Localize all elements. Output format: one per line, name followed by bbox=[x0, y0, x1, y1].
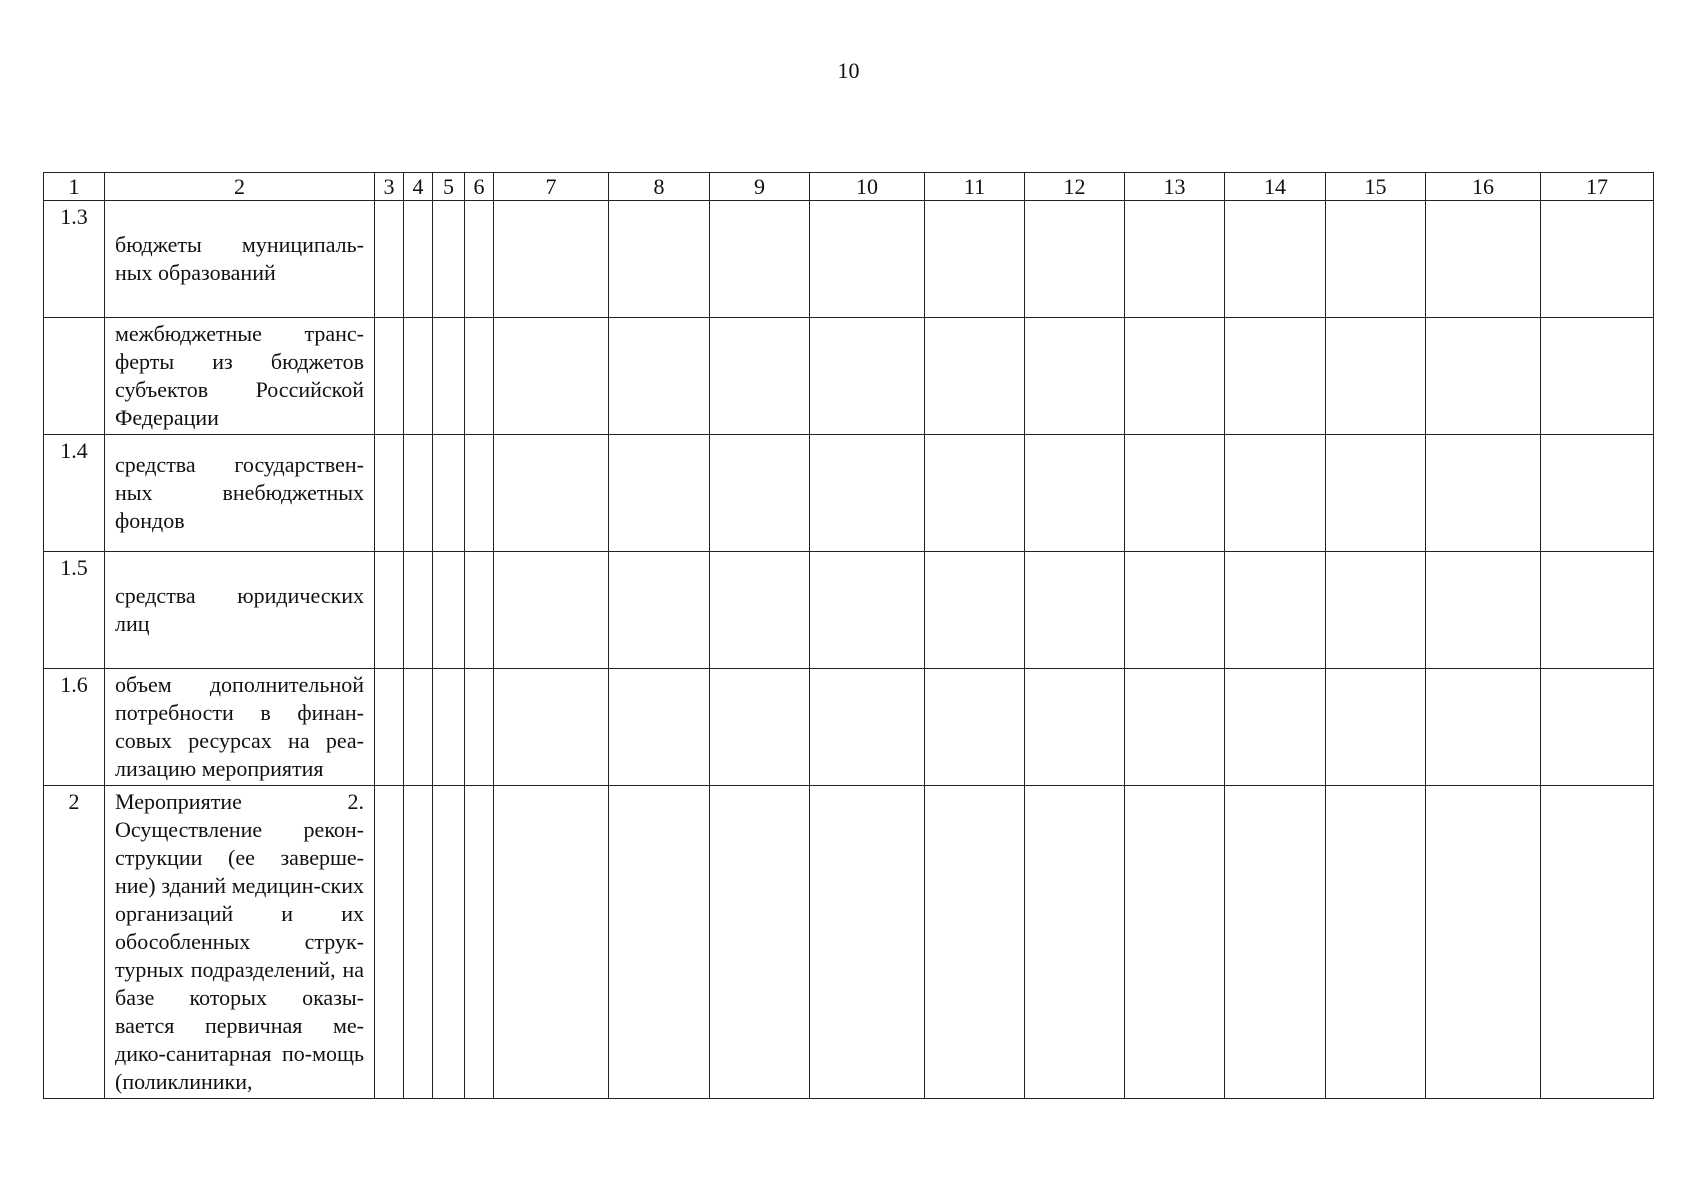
page-number: 10 bbox=[837, 58, 860, 83]
empty-cell bbox=[465, 669, 494, 786]
row-description-text: Мероприятие 2. Осуществление рекон-струкции (ее заверше-ние) зданий медицин-ских организаций и их обособленных струк-турных подразделений, на базе которых оказы-вается первичная ме-дико-санитарная по-мощь (поликлиники, bbox=[115, 789, 364, 1094]
empty-cell bbox=[1125, 201, 1225, 318]
empty-cell bbox=[810, 318, 925, 435]
empty-cell bbox=[1541, 786, 1654, 1099]
empty-cell bbox=[710, 669, 810, 786]
row-description-text: средства юридических лиц bbox=[115, 583, 364, 636]
empty-cell bbox=[710, 201, 810, 318]
empty-cell bbox=[925, 435, 1025, 552]
empty-cell bbox=[404, 201, 433, 318]
empty-cell bbox=[1225, 201, 1326, 318]
empty-cell bbox=[925, 318, 1025, 435]
row-number: 1.6 bbox=[44, 669, 105, 786]
empty-cell bbox=[465, 786, 494, 1099]
empty-cell bbox=[609, 318, 710, 435]
empty-cell bbox=[810, 435, 925, 552]
header-cell: 11 bbox=[925, 173, 1025, 201]
empty-cell bbox=[1541, 435, 1654, 552]
empty-cell bbox=[810, 669, 925, 786]
empty-cell bbox=[1125, 318, 1225, 435]
header-cell: 8 bbox=[609, 173, 710, 201]
row-number: 1.5 bbox=[44, 552, 105, 669]
empty-cell bbox=[465, 552, 494, 669]
header-cell: 7 bbox=[494, 173, 609, 201]
row-description bbox=[105, 786, 375, 1099]
empty-cell bbox=[433, 786, 465, 1099]
empty-cell bbox=[1426, 318, 1541, 435]
empty-cell bbox=[404, 552, 433, 669]
empty-cell bbox=[404, 318, 433, 435]
empty-cell bbox=[433, 435, 465, 552]
empty-cell bbox=[404, 669, 433, 786]
empty-cell bbox=[375, 786, 404, 1099]
header-cell: 10 bbox=[810, 173, 925, 201]
empty-cell bbox=[1326, 201, 1426, 318]
empty-cell bbox=[1125, 552, 1225, 669]
empty-cell bbox=[609, 435, 710, 552]
empty-cell bbox=[1225, 786, 1326, 1099]
table-row bbox=[44, 786, 1654, 1099]
empty-cell bbox=[404, 435, 433, 552]
header-cell: 4 bbox=[404, 173, 433, 201]
empty-cell bbox=[609, 552, 710, 669]
empty-cell bbox=[494, 201, 609, 318]
empty-cell bbox=[1225, 435, 1326, 552]
row-description-text: объем дополнительной потребности в финан-совых ресурсах на реа-лизацию мероприятия bbox=[115, 672, 364, 781]
row-number: 1.3 bbox=[44, 201, 105, 318]
empty-cell bbox=[1426, 669, 1541, 786]
empty-cell bbox=[925, 201, 1025, 318]
empty-cell bbox=[375, 435, 404, 552]
empty-cell bbox=[925, 786, 1025, 1099]
empty-cell bbox=[465, 318, 494, 435]
empty-cell bbox=[1025, 669, 1125, 786]
row-description bbox=[105, 552, 375, 669]
row-description bbox=[105, 201, 375, 318]
empty-cell bbox=[1326, 786, 1426, 1099]
empty-cell bbox=[1125, 435, 1225, 552]
empty-cell bbox=[1025, 201, 1125, 318]
empty-cell bbox=[1326, 669, 1426, 786]
empty-cell bbox=[1025, 786, 1125, 1099]
table-row bbox=[44, 201, 1654, 318]
empty-cell bbox=[465, 201, 494, 318]
empty-cell bbox=[375, 318, 404, 435]
empty-cell bbox=[1326, 318, 1426, 435]
empty-cell bbox=[1426, 201, 1541, 318]
table-row bbox=[44, 669, 1654, 786]
row-description-text: средства государствен-ных внебюджетных фондов bbox=[115, 452, 364, 533]
empty-cell bbox=[1426, 552, 1541, 669]
empty-cell bbox=[1426, 435, 1541, 552]
empty-cell bbox=[1541, 318, 1654, 435]
empty-cell bbox=[494, 552, 609, 669]
row-description-text: межбюджетные транс-ферты из бюджетов субъектов Российской Федерации bbox=[115, 321, 364, 430]
row-description bbox=[105, 435, 375, 552]
header-cell: 9 bbox=[710, 173, 810, 201]
empty-cell bbox=[925, 552, 1025, 669]
empty-cell bbox=[1541, 552, 1654, 669]
empty-cell bbox=[609, 669, 710, 786]
header-cell: 14 bbox=[1225, 173, 1326, 201]
empty-cell bbox=[1541, 201, 1654, 318]
empty-cell bbox=[1025, 435, 1125, 552]
header-cell: 15 bbox=[1326, 173, 1426, 201]
row-number bbox=[44, 318, 105, 435]
empty-cell bbox=[1326, 552, 1426, 669]
empty-cell bbox=[609, 786, 710, 1099]
empty-cell bbox=[494, 435, 609, 552]
empty-cell bbox=[710, 552, 810, 669]
empty-cell bbox=[1125, 786, 1225, 1099]
header-cell: 2 bbox=[105, 173, 375, 201]
header-cell: 1 bbox=[44, 173, 105, 201]
budget-table bbox=[43, 172, 1654, 1099]
empty-cell bbox=[609, 201, 710, 318]
empty-cell bbox=[494, 786, 609, 1099]
empty-cell bbox=[1426, 786, 1541, 1099]
empty-cell bbox=[810, 552, 925, 669]
empty-cell bbox=[375, 552, 404, 669]
empty-cell bbox=[1326, 435, 1426, 552]
row-description-text: бюджеты муниципаль-ных образований bbox=[115, 232, 364, 285]
table-row bbox=[44, 552, 1654, 669]
header-cell: 12 bbox=[1025, 173, 1125, 201]
header-cell: 17 bbox=[1541, 173, 1654, 201]
empty-cell bbox=[810, 201, 925, 318]
empty-cell bbox=[433, 552, 465, 669]
table-row bbox=[44, 435, 1654, 552]
empty-cell bbox=[710, 318, 810, 435]
row-description bbox=[105, 318, 375, 435]
empty-cell bbox=[1125, 669, 1225, 786]
empty-cell bbox=[1225, 669, 1326, 786]
empty-cell bbox=[1025, 552, 1125, 669]
row-number: 2 bbox=[44, 786, 105, 1099]
header-cell: 13 bbox=[1125, 173, 1225, 201]
empty-cell bbox=[433, 201, 465, 318]
empty-cell bbox=[494, 669, 609, 786]
empty-cell bbox=[375, 201, 404, 318]
header-cell: 6 bbox=[465, 173, 494, 201]
empty-cell bbox=[433, 318, 465, 435]
header-row bbox=[44, 173, 1654, 201]
empty-cell bbox=[925, 669, 1025, 786]
empty-cell bbox=[465, 435, 494, 552]
header-cell: 5 bbox=[433, 173, 465, 201]
empty-cell bbox=[404, 786, 433, 1099]
empty-cell bbox=[710, 786, 810, 1099]
empty-cell bbox=[494, 318, 609, 435]
empty-cell bbox=[1225, 318, 1326, 435]
empty-cell bbox=[810, 786, 925, 1099]
empty-cell bbox=[433, 669, 465, 786]
header-cell: 3 bbox=[375, 173, 404, 201]
empty-cell bbox=[1025, 318, 1125, 435]
empty-cell bbox=[375, 669, 404, 786]
row-description bbox=[105, 669, 375, 786]
empty-cell bbox=[1541, 669, 1654, 786]
row-number: 1.4 bbox=[44, 435, 105, 552]
table-row bbox=[44, 318, 1654, 435]
empty-cell bbox=[710, 435, 810, 552]
header-cell: 16 bbox=[1426, 173, 1541, 201]
empty-cell bbox=[1225, 552, 1326, 669]
